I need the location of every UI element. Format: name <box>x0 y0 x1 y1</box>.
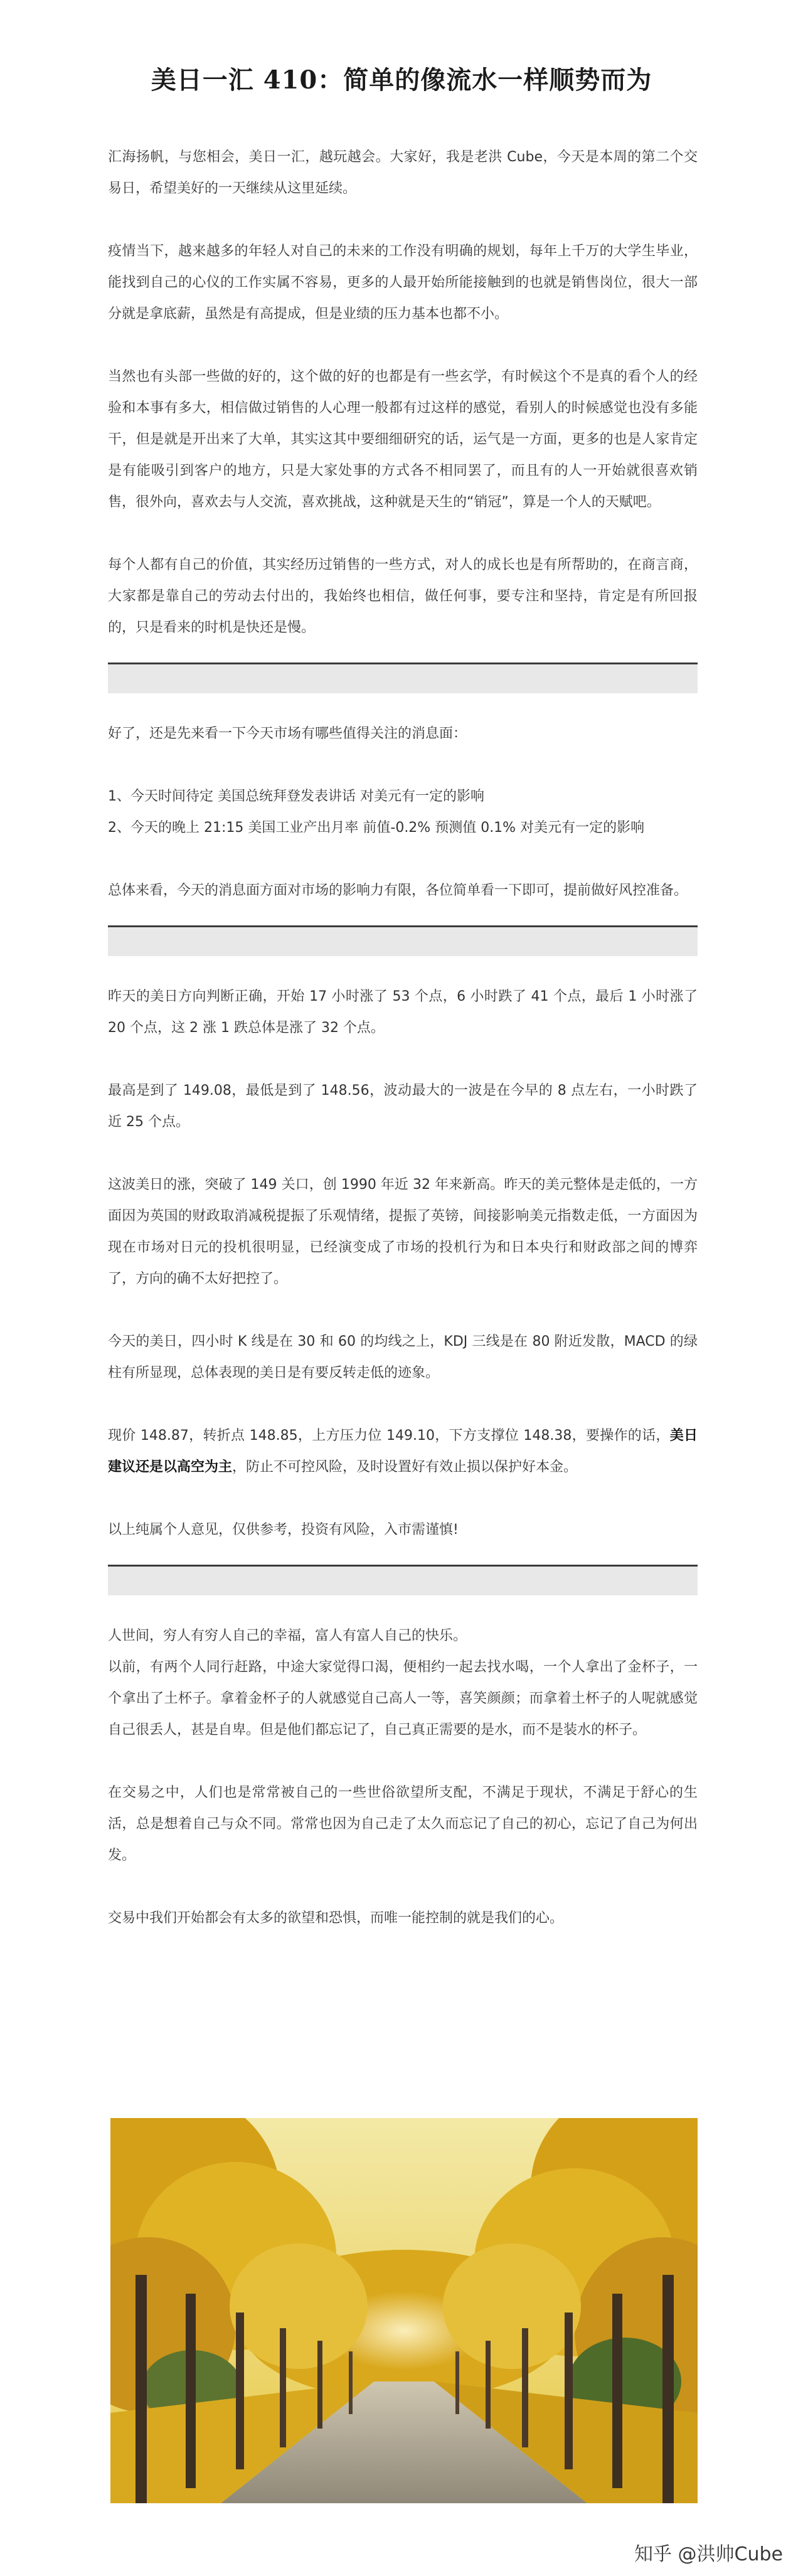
news-item-1: 1、今天时间待定 美国总统拜登发表讲话 对美元有一定的影响 <box>108 789 484 804</box>
paragraph-analysis: 这波美日的涨，突破了 149 关口，创 1990 年近 32 年来新高。昨天的美元整体是走低的，一方面因为英国的财政取消减税提振了乐观情绪，提振了英镑，间接影响美元指数走低，一方面因为现在市场对日元的投机很明显，已经演变成了市场的投机行为和日本央行和财政部之间的博弈了，方向的确不太好把控了。 <box>108 1177 698 1287</box>
paragraph-news-intro: 好了，还是先来看一下今天市场有哪些值得关注的消息面： <box>108 726 467 742</box>
paragraph-story: 以前，有两个人同行赶路，中途大家觉得口渴，便相约一起去找水喝，一个人拿出了金杯子，一个拿出了土杯子。拿着金杯子的人就感觉自己高人一等，喜笑颜颜；而拿着土杯子的人呢就感觉自己很丢人，甚是自卑。但是他们都忘记了，自己真正需要的是水，而不是装水的杯子。 <box>108 1659 698 1738</box>
paragraph-intro: 汇海扬帆，与您相会，美日一汇，越玩越会。大家好，我是老洪 Cube，今天是本周的第二个交易日，希望美好的一天继续从这里延续。 <box>108 149 698 196</box>
paragraph-high-low: 最高是到了 149.08，最低是到了 148.56，波动最大的一波是在今早的 8 点左右，一小时跌了近 25 个点。 <box>108 1083 698 1130</box>
paragraph-story-intro: 人世间，穷人有穷人自己的幸福，富人有富人自己的快乐。 <box>108 1628 467 1644</box>
paragraph-value: 每个人都有自己的价值，其实经历过销售的一些方式，对人的成长也是有所帮助的，在商言商，大家都是靠自己的劳动去付出的，我始终也相信，做任何事，要专注和坚持，肯定是有所回报的，只是看来的时机是快还是慢。 <box>108 557 698 636</box>
watermark: 知乎 @洪帅Cube <box>634 2543 783 2565</box>
section-divider <box>108 1565 698 1595</box>
article-body <box>108 142 698 1966</box>
trade-levels-tail: ，防止不可控风险，及时设置好有效止损以保护好本金。 <box>232 1459 578 1475</box>
section-divider <box>108 663 698 693</box>
paragraph-trading-mindset: 在交易之中，人们也是常常被自己的一些世俗欲望所支配，不满足于现状，不满足于舒心的生活，总是想着自己与众不同。常常也因为自己走了太久而忘记了自己的初心，忘记了自己为何出发。 <box>108 1785 698 1863</box>
paragraph-closing: 交易中我们开始都会有太多的欲望和恐惧，而唯一能控制的就是我们的心。 <box>108 1910 564 1926</box>
paragraph-news-summary: 总体来看，今天的消息面方面对市场的影响力有限，各位简单看一下即可，提前做好风控准备。 <box>108 883 688 898</box>
trade-suggestion-bold: 美日建议还是以高空为主 <box>108 1428 698 1475</box>
section-divider <box>108 925 698 956</box>
paragraph-trade-levels <box>108 1420 698 1483</box>
paragraph-yesterday-review: 昨天的美日方向判断正确，开始 17 小时涨了 53 个点，6 小时跌了 41 个点，最后 1 小时涨了 20 个点，这 2 涨 1 跌总体是涨了 32 个点。 <box>108 989 698 1036</box>
paragraph-sales-pressure: 疫情当下，越来越多的年轻人对自己的未来的工作没有明确的规划，每年上千万的大学生毕业，能找到自己的心仪的工作实属不容易，更多的人最开始所能接触到的也就是销售岗位，很大一部分就是拿底薪，虽然是有高提成，但是业绩的压力基本也都不小。 <box>108 243 698 322</box>
paragraph-sales-talent: 当然也有头部一些做的好的，这个做的好的也都是有一些玄学，有时候这个不是真的看个人的经验和本事有多大，相信做过销售的人心理一般都有过这样的感觉，看别人的时候感觉也没有多能干，但是就是开出来了大单，其实这其中要细细研究的话，运气是一方面，更多的也是人家肯定是有能吸引到客户的地方，只是大家处事的方式各不相同罢了，而且有的人一开始就很喜欢销售，很外向，喜欢去与人交流，喜欢挑战，这种就是天生的“销冠”，算是一个人的天赋吧。 <box>108 369 698 510</box>
article-title: 美日一汇 410：简单的像流水一样顺势而为 <box>151 65 652 95</box>
paragraph-disclaimer: 以上纯属个人意见，仅供参考，投资有风险，入市需谨慎! <box>108 1522 459 1538</box>
ginkgo-avenue-photo <box>110 2118 698 2503</box>
trade-levels-text: 现价 148.87，转折点 148.85，上方压力位 149.10，下方支撑位 148.38，要操作的话， <box>108 1428 670 1444</box>
news-item-2: 2、今天的晚上 21:15 美国工业产出月率 前值-0.2% 预测值 0.1% 对美元有一定的影响 <box>108 820 645 836</box>
paragraph-technical: 今天的美日，四小时 K 线是在 30 和 60 的均线之上，KDJ 三线是在 80 附近发散，MACD 的绿柱有所显现，总体表现的美日是有要反转走低的迹象。 <box>108 1334 698 1381</box>
